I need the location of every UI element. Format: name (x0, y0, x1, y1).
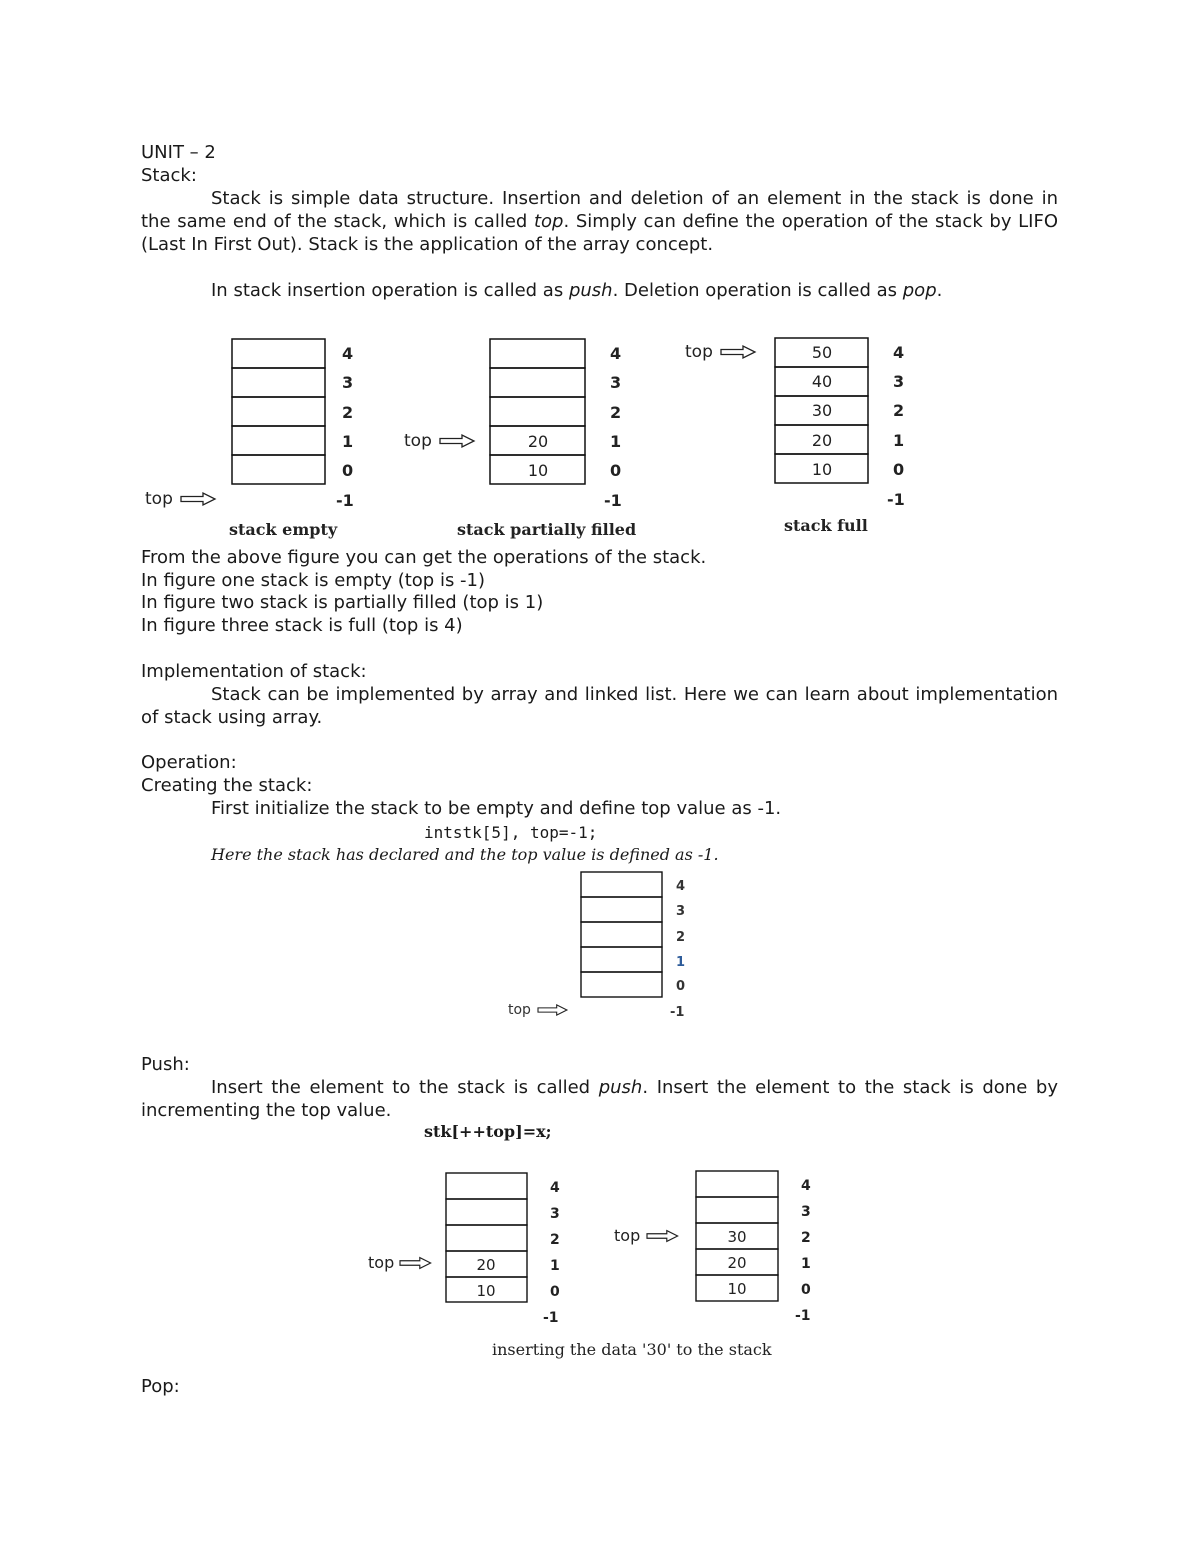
creating-stack-text: First initialize the stack to be empty and define top value as -1. (211, 798, 782, 819)
fig1b-caption: stack partially filled (457, 520, 637, 539)
fig1a-index-2: 2 (342, 403, 354, 422)
unit-heading: UNIT – 2 (141, 142, 216, 163)
fig1b-index-minus1: -1 (604, 491, 622, 510)
fig2-index-2: 2 (676, 930, 686, 945)
fig3b-index-3: 3 (801, 1204, 811, 1220)
creating-stack-title: Creating the stack: (141, 775, 313, 796)
fig1b-index-3: 3 (610, 373, 622, 392)
fig1c-index-1: 1 (893, 431, 905, 450)
fig1b-cell-1: 20 (527, 432, 549, 451)
fig1c-index-4: 4 (893, 343, 905, 362)
fig3a-index-0: 0 (550, 1284, 560, 1300)
fig1b-index-1: 1 (610, 432, 622, 451)
push-pop-definition: In stack insertion operation is called as push. Deletion operation is called as pop. (211, 280, 943, 301)
fig2-index-minus1: -1 (670, 1005, 685, 1020)
fig1b-index-0: 0 (610, 461, 622, 480)
fig3a-index-minus1: -1 (543, 1310, 559, 1326)
term-push: push (568, 280, 613, 301)
fig3b-index-4: 4 (801, 1178, 811, 1194)
fig3a-top-label: top (368, 1253, 395, 1272)
term-top: top (533, 211, 564, 232)
fig1a-top-arrow-icon (181, 493, 215, 505)
fig3b-index-2: 2 (801, 1230, 811, 1246)
fig3a-top-arrow-icon (400, 1258, 431, 1269)
fig1a-index-1: 1 (342, 432, 354, 451)
figure-note-2: In figure one stack is empty (top is -1) (141, 570, 486, 591)
fig1c-cell-1: 20 (811, 431, 833, 450)
fig2-index-4: 4 (676, 879, 686, 894)
fig3b-cell-2: 30 (727, 1228, 747, 1246)
fig3b-top-label: top (614, 1226, 641, 1245)
fig3a-index-1: 1 (550, 1258, 560, 1274)
figure1-stack-partial (404, 339, 636, 539)
implementation-paragraph: Stack can be implemented by array and linked list. Here we can learn about implementation of stack using array. (141, 684, 1058, 728)
fig3b-cell-1: 20 (727, 1254, 747, 1272)
fig3b-cell-0: 10 (727, 1280, 747, 1298)
fig2-index-0: 0 (676, 979, 686, 994)
pop-title: Pop: (141, 1376, 180, 1397)
figure1-stack-full (685, 338, 905, 535)
fig2-top-label: top (508, 1002, 531, 1018)
term-pop: pop (902, 280, 937, 301)
fig1b-index-2: 2 (610, 403, 622, 422)
fig3a-index-4: 4 (550, 1180, 560, 1196)
figure3-before-push (368, 1173, 560, 1326)
fig1c-cell-2: 30 (811, 401, 833, 420)
fig3a-cell-0: 10 (476, 1282, 496, 1300)
stack-intro-paragraph: Stack is simple data structure. Insertion and deletion of an element in the stack is done in the same end of the stack, which is called top. Simply can define the operation of the stack by LIFO (Last In First Out). Stack is the application of the array concept. (141, 188, 1058, 255)
fig3b-index-0: 0 (801, 1282, 811, 1298)
fig1a-index-minus1: -1 (336, 491, 354, 510)
fig1a-top-label: top (145, 489, 173, 509)
operation-title: Operation: (141, 752, 237, 773)
fig1a-caption: stack empty (229, 520, 338, 539)
fig3a-index-3: 3 (550, 1206, 560, 1222)
fig1c-top-label: top (685, 342, 713, 362)
fig1a-index-4: 4 (342, 344, 354, 363)
figure-note-3: In figure two stack is partially filled (top is 1) (141, 592, 544, 613)
push-title: Push: (141, 1054, 190, 1075)
fig2-index-1: 1 (676, 955, 686, 970)
fig3b-index-1: 1 (801, 1256, 811, 1272)
push-code: stk[++top]=x; (424, 1122, 552, 1141)
figure3-after-push (614, 1171, 811, 1324)
fig3b-top-arrow-icon (647, 1231, 678, 1242)
figure-note-1: From the above figure you can get the operations of the stack. (141, 547, 707, 568)
fig1c-caption: stack full (784, 516, 868, 535)
fig1b-top-arrow-icon (440, 435, 474, 447)
fig1a-index-3: 3 (342, 373, 354, 392)
fig1c-top-arrow-icon (721, 346, 755, 358)
fig3a-cell-1: 20 (476, 1256, 496, 1274)
fig1b-top-label: top (404, 431, 432, 451)
fig1b-index-4: 4 (610, 344, 622, 363)
fig3b-index-minus1: -1 (795, 1308, 811, 1324)
fig1c-index-minus1: -1 (887, 490, 905, 509)
push-paragraph: Insert the element to the stack is called push. Insert the element to the stack is done by incrementing the top value. (141, 1077, 1058, 1121)
fig1c-cell-0: 10 (811, 460, 833, 479)
term-push-2: push (598, 1077, 643, 1098)
fig1c-index-0: 0 (893, 460, 905, 479)
fig1c-cell-3: 40 (811, 372, 833, 391)
init-note: Here the stack has declared and the top value is defined as -1. (211, 845, 719, 864)
init-code: intstk[5], top=-1; (424, 823, 598, 842)
fig3a-index-2: 2 (550, 1232, 560, 1248)
fig1c-index-3: 3 (893, 372, 905, 391)
figure1-stack-empty (145, 339, 354, 539)
figure3-caption: inserting the data '30' to the stack (492, 1340, 772, 1359)
fig1b-cell-0: 10 (527, 461, 549, 480)
fig1c-index-2: 2 (893, 401, 905, 420)
figure2-initialized-stack (508, 872, 685, 1020)
stack-title: Stack: (141, 165, 197, 186)
fig1c-cell-4: 50 (811, 343, 833, 362)
implementation-title: Implementation of stack: (141, 661, 367, 682)
fig2-top-arrow-icon (538, 1005, 567, 1015)
fig2-index-3: 3 (676, 904, 686, 919)
figure-note-4: In figure three stack is full (top is 4) (141, 615, 463, 636)
fig1a-index-0: 0 (342, 461, 354, 480)
